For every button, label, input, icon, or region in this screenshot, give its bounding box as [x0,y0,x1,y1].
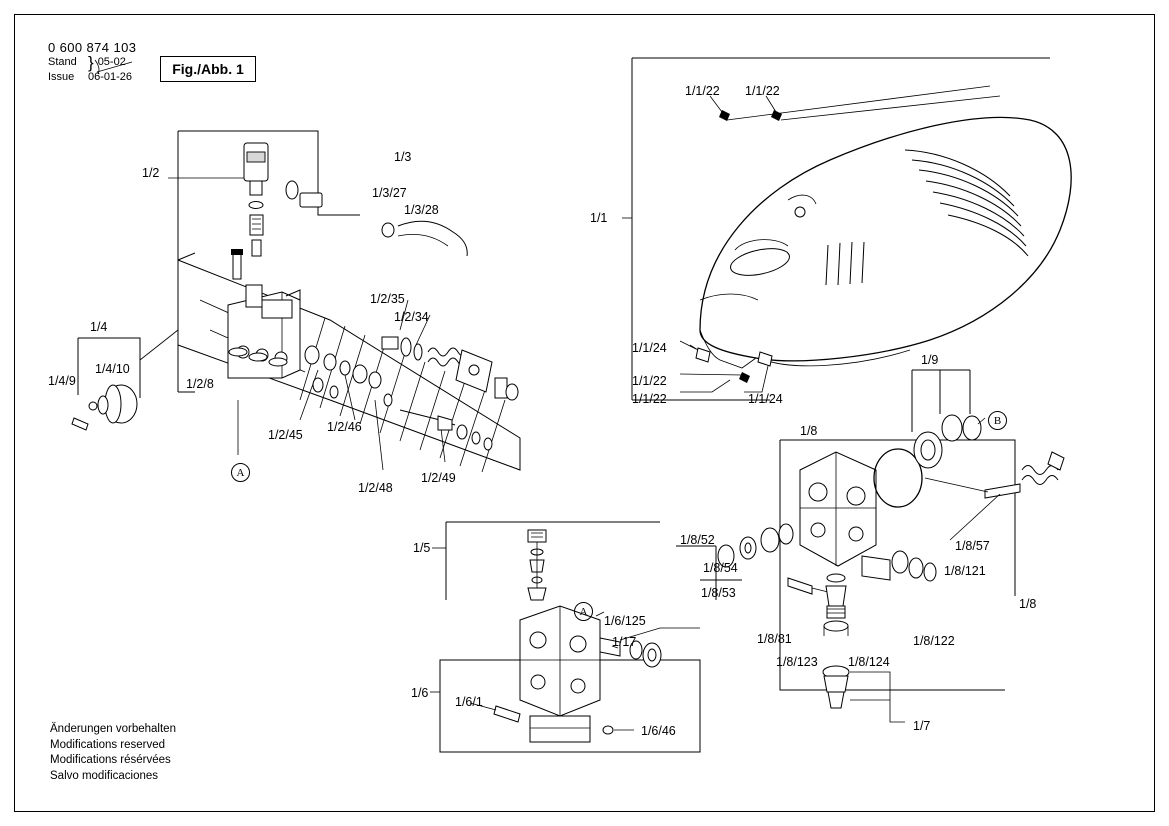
issue-label: Issue [48,71,75,83]
callout-1-2-48: 1/2/48 [358,481,393,495]
callout-1-8-124: 1/8/124 [848,655,890,669]
callout-1-6-1: 1/6/1 [455,695,483,709]
callout-1-2-46: 1/2/46 [327,420,362,434]
group-1-5-1-6-valve [430,522,700,752]
callout-1-7: 1/7 [913,719,931,733]
callout-1-1-24-a: 1/1/24 [632,341,667,355]
footer-line-de: Änderungen vorbehalten [50,723,176,735]
callout-1-6-125: 1/6/125 [604,614,646,628]
callout-1-8-121: 1/8/121 [944,564,986,578]
callout-1-4-9: 1/4/9 [48,374,76,388]
callout-1-2: 1/2 [142,166,160,180]
callout-1-6-46: 1/6/46 [641,724,676,738]
callout-1-4: 1/4 [90,320,108,334]
callout-1-3-28: 1/3/28 [404,203,439,217]
footer-line-en: Modifications reserved [50,738,166,751]
callout-1-8-57: 1/8/57 [955,539,990,553]
callout-1-2-49: 1/2/49 [421,471,456,485]
callout-1-8-52: 1/8/52 [680,533,715,547]
callout-1-8-right: 1/8 [1019,597,1037,611]
callout-1-3-27: 1/3/27 [372,186,407,200]
stand-label: Stand [48,56,77,68]
callout-1-8-123: 1/8/123 [776,655,818,669]
callout-1-1-22-c: 1/1/22 [632,374,667,388]
reference-marker-a2: A [574,602,593,621]
callout-1-1-22-a: 1/1/22 [685,84,720,98]
callout-1-8-main: 1/8 [800,424,818,438]
callout-1-1-22-d: 1/1/22 [632,392,667,406]
stand-value: 05-02 [97,56,126,68]
group-1-4-wheel [72,330,178,430]
figure-label: Fig./Abb. 1 [172,61,244,77]
callout-1-9: 1/9 [921,353,939,367]
callout-1-2-35: 1/2/35 [370,292,405,306]
callout-1-1: 1/1 [590,211,608,225]
reference-marker-a1: A [231,463,250,482]
footer-line-es: Salvo modificaciones [50,769,159,782]
callout-1-3: 1/3 [394,150,412,164]
footer-line-fr: Modifications résérvées [50,754,171,766]
reference-marker-b: B [988,411,1007,430]
callout-1-8-122: 1/8/122 [913,634,955,648]
callout-1-5: 1/5 [413,541,431,555]
brace-icon: } [88,52,94,72]
callout-1-8-81: 1/8/81 [757,632,792,646]
callout-1-1-22-b: 1/1/22 [745,84,780,98]
callout-1-6: 1/6 [411,686,429,700]
issue-value: 06-01-26 [88,71,133,83]
group-1-1-cover [622,58,1071,400]
callout-1-1-24-b: 1/1/24 [748,392,783,406]
callout-1-8-53: 1/8/53 [701,586,736,600]
callout-1-2-45: 1/2/45 [268,428,303,442]
part-number: 0 600 874 103 [48,40,137,55]
callout-1-4-10: 1/4/10 [95,362,130,376]
callout-1-17: 1/17 [612,635,637,649]
callout-1-2-8: 1/2/8 [186,377,214,391]
callout-1-8-54: 1/8/54 [703,561,738,575]
callout-1-2-34: 1/2/34 [394,310,429,324]
